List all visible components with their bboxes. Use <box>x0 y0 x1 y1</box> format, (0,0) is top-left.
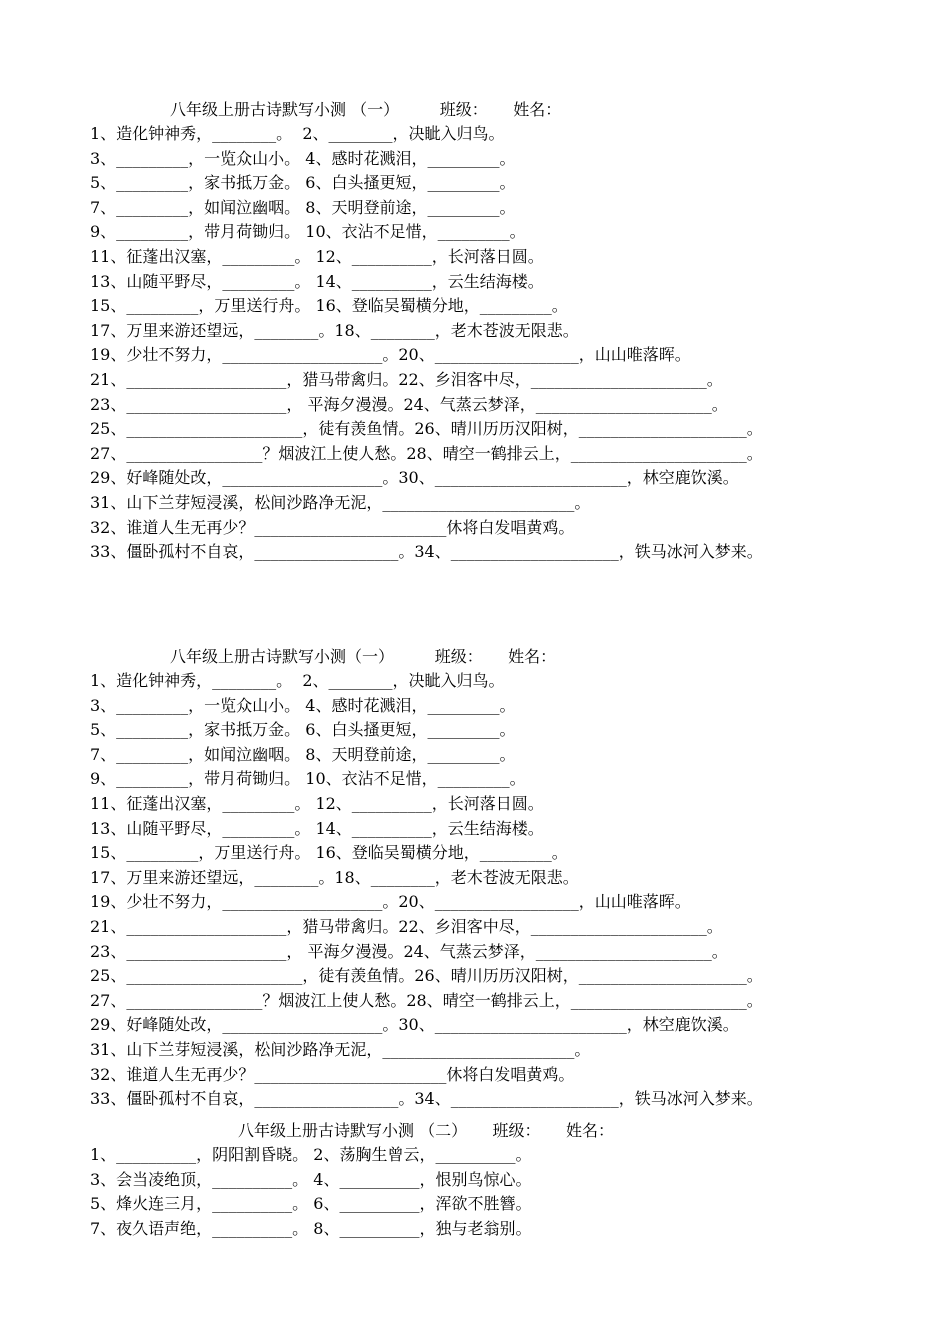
quiz1-copy-title: 八年级上册古诗默写小测（一） 班级： 姓名： <box>170 647 557 666</box>
question-line: 5、_________，家书抵万金。 6、白头搔更短，_________。 <box>90 173 516 193</box>
question-line: 11、征蓬出汉塞，_________。 12、__________，长河落日圆。 <box>90 794 544 813</box>
question-line: 21、____________________，猎马带禽归。22、乡泪客中尽，______________________。 <box>90 917 723 936</box>
question-line: 33、僵卧孤村不自哀，__________________。34、_____________________，铁马冰河入梦来。 <box>90 542 763 562</box>
question-line: 9、_________，带月荷锄归。 10、衣沾不足惜，_________。 <box>90 769 526 789</box>
question-line: 7、_________，如闻泣幽咽。 8、天明登前途，_________。 <box>90 744 516 764</box>
question-line: 31、山下兰芽短浸溪，松间沙路净无泥，________________________。 <box>90 493 591 512</box>
question-line: 21、____________________，猎马带禽归。22、乡泪客中尽，______________________。 <box>90 370 723 389</box>
question-line: 27、_________________？烟波江上使人愁。28、晴空一鹤排云上，______________________。 <box>90 443 763 463</box>
question-line: 3、会当凌绝顶，__________。 4、__________，恨别鸟惊心。 <box>90 1169 532 1189</box>
question-line: 1、造化钟神秀，________。 2、________，决眦入归鸟。 <box>90 124 505 143</box>
question-line: 23、____________________， 平海夕漫漫。24、气蒸云梦泽，______________________。 <box>90 941 728 961</box>
question-line: 33、僵卧孤村不自哀，__________________。34、_____________________，铁马冰河入梦来。 <box>90 1089 763 1109</box>
question-line: 3、_________，一览众山小。 4、感时花溅泪，_________。 <box>90 148 516 168</box>
question-line: 29、好峰随处改，____________________。30、________________________，林空鹿饮溪。 <box>90 468 739 488</box>
question-line: 7、_________，如闻泣幽咽。 8、天明登前途，_________。 <box>90 197 516 217</box>
question-line: 32、谁道人生无再少？________________________休将白发唱黄鸡。 <box>90 517 575 537</box>
quiz1-title: 八年级上册古诗默写小测 （一） 班级： 姓名： <box>170 100 562 119</box>
question-line: 13、山随平野尽，_________。 14、__________，云生结海楼。 <box>90 271 544 291</box>
question-line: 23、____________________， 平海夕漫漫。24、气蒸云梦泽，______________________。 <box>90 394 728 414</box>
question-line: 27、_________________？烟波江上使人愁。28、晴空一鹤排云上，______________________。 <box>90 990 763 1010</box>
question-line: 9、_________，带月荷锄归。 10、衣沾不足惜，_________。 <box>90 222 526 242</box>
question-line: 11、征蓬出汉塞，_________。 12、__________，长河落日圆。 <box>90 247 544 266</box>
question-line: 32、谁道人生无再少？________________________休将白发唱黄鸡。 <box>90 1064 575 1084</box>
question-line: 3、_________，一览众山小。 4、感时花溅泪，_________。 <box>90 695 516 715</box>
question-line: 17、万里来游还望远，________。18、________，老木苍波无限悲。 <box>90 867 579 887</box>
question-line: 13、山随平野尽，_________。 14、__________，云生结海楼。 <box>90 818 544 838</box>
question-line: 19、少壮不努力，____________________。20、__________________，山山唯落晖。 <box>90 892 691 912</box>
quiz2-title: 八年级上册古诗默写小测 （二） 班级： 姓名： <box>238 1121 614 1140</box>
question-line: 15、_________，万里送行舟。 16、登临吴蜀横分地，_________。 <box>90 843 568 863</box>
question-line: 25、______________________，徒有羡鱼情。26、晴川历历汉阳树，_____________________。 <box>90 966 763 986</box>
question-line: 1、__________，阴阳割昏晓。 2、荡胸生曾云，__________。 <box>90 1145 532 1164</box>
question-line: 29、好峰随处改，____________________。30、________________________，林空鹿饮溪。 <box>90 1015 739 1035</box>
question-line: 25、______________________，徒有羡鱼情。26、晴川历历汉阳树，_____________________。 <box>90 419 763 439</box>
question-line: 5、烽火连三月，__________。 6、__________，浑欲不胜簪。 <box>90 1194 532 1214</box>
question-line: 1、造化钟神秀，________。 2、________，决眦入归鸟。 <box>90 671 505 690</box>
question-line: 19、少壮不努力，____________________。20、__________________，山山唯落晖。 <box>90 345 691 365</box>
question-line: 31、山下兰芽短浸溪，松间沙路净无泥，________________________。 <box>90 1040 591 1059</box>
question-line: 5、_________，家书抵万金。 6、白头搔更短，_________。 <box>90 720 516 740</box>
question-line: 17、万里来游还望远，________。18、________，老木苍波无限悲。 <box>90 320 579 340</box>
question-line: 7、夜久语声绝，__________。 8、__________，独与老翁别。 <box>90 1218 532 1238</box>
question-line: 15、_________，万里送行舟。 16、登临吴蜀横分地，_________。 <box>90 296 568 316</box>
